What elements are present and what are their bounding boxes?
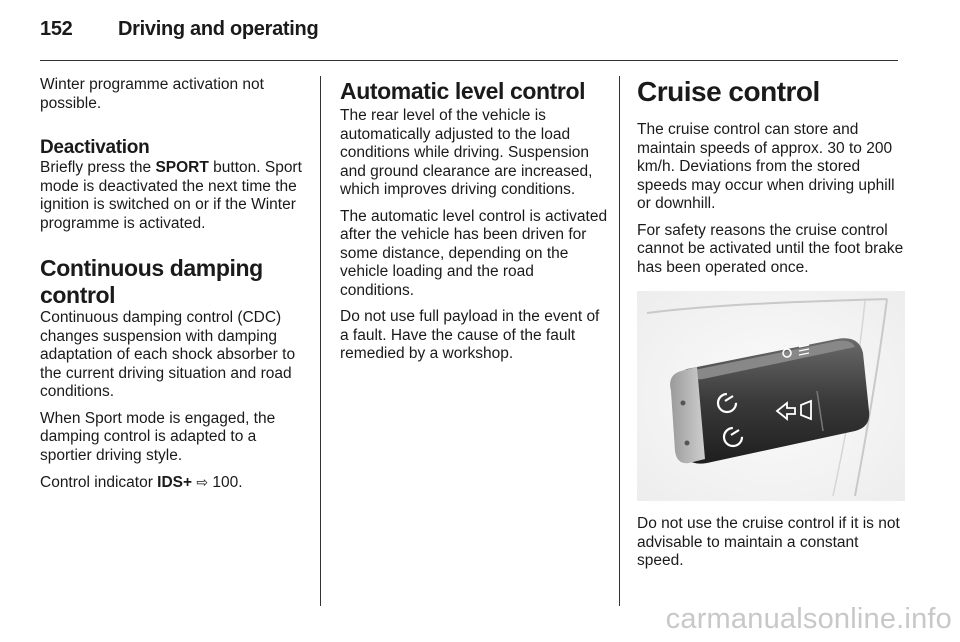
cruise-control-heading: Cruise control xyxy=(637,76,820,107)
page-reference-link[interactable]: 100. xyxy=(208,474,243,491)
cruise-control-lever-illustration xyxy=(637,291,905,501)
cdc-paragraph-2: When Sport mode is engaged, the damping control is adapted to a sportier driving style. xyxy=(40,409,276,464)
level-control-paragraph-2: The automatic level control is activated after the vehicle has been driven for some distance, depending on the vehicle loading and the road conditions. xyxy=(340,207,608,299)
deact-text-post: button. Sport mode is deactivated the next time the ignition is switched on or if the Winter programme is activated. xyxy=(40,159,302,232)
intro-paragraph: Winter programme activation not possible. xyxy=(40,76,264,112)
cruise-paragraph-2: For safety reasons the cruise control cannot be activated until the foot brake has been operated once. xyxy=(637,221,904,276)
level-control-paragraph-1: The rear level of the vehicle is automatically adjusted to the load conditions while driving. Suspension and ground clearance are increased, which improves driving conditions. xyxy=(340,107,593,198)
column-divider-2 xyxy=(619,76,620,606)
section-title: Driving and operating xyxy=(118,18,319,40)
column-1 xyxy=(40,76,310,501)
page-number: 152 xyxy=(40,18,73,40)
deactivation-paragraph xyxy=(40,159,310,233)
column-divider-1 xyxy=(320,76,321,606)
ids-plus-label: IDS+ xyxy=(157,474,193,491)
column-3 xyxy=(637,76,905,579)
deactivation-heading: Deactivation xyxy=(40,137,150,158)
indicator-text-pre: Control indicator xyxy=(40,474,158,491)
cruise-paragraph-3: Do not use the cruise control if it is not advisable to maintain a constant speed. xyxy=(637,515,900,569)
sport-button-label: SPORT xyxy=(155,159,209,176)
level-control-heading: Automatic level control xyxy=(340,78,586,104)
deact-text-pre: Briefly press the xyxy=(40,159,156,176)
cruise-paragraph-1: The cruise control can store and maintain speeds of approx. 30 to 200 km/h. Deviations from the stored speeds may occur when driving uphill or downhill. xyxy=(637,121,895,212)
header-rule xyxy=(40,60,898,61)
cdc-heading: Continuous damping control xyxy=(40,255,263,308)
watermark: carmanualsonline.info xyxy=(665,603,952,635)
column-2 xyxy=(340,78,610,372)
control-indicator-paragraph xyxy=(40,473,310,493)
cdc-paragraph-1: Continuous damping control (CDC) changes suspension with damping adaptation of each shock absorber to the current driving situation and road conditions. xyxy=(40,309,296,400)
level-control-paragraph-3: Do not use full payload in the event of a fault. Have the cause of the fault remedied by a workshop. xyxy=(340,308,600,362)
page-header xyxy=(40,18,318,41)
page-reference-arrow-icon: ⇨ xyxy=(196,474,209,490)
